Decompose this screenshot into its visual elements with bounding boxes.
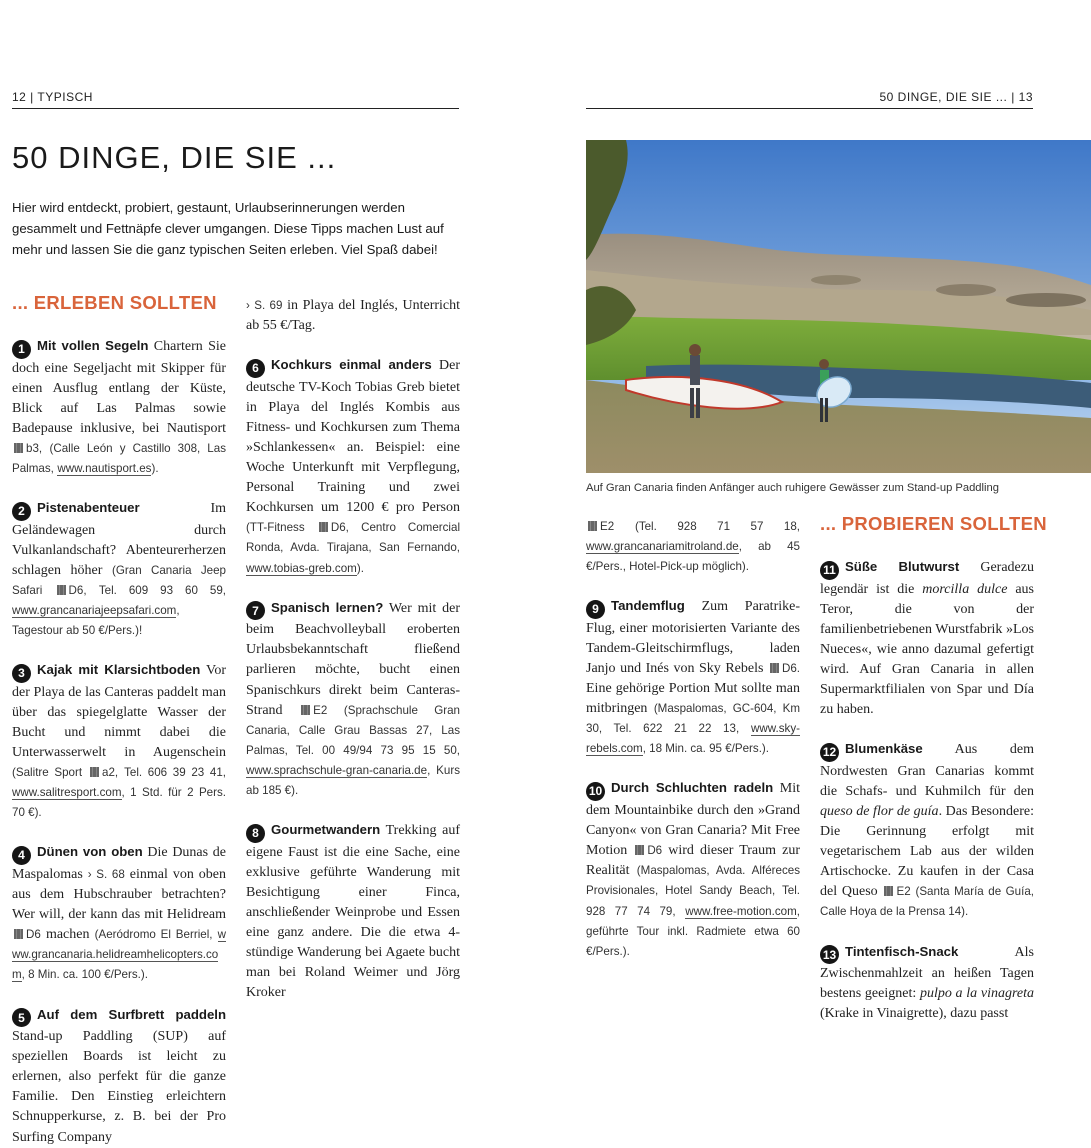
website-link[interactable]: www.grancanariajeepsafari.com: [12, 604, 177, 618]
number-badge: 5: [12, 1008, 31, 1027]
intro-text: Hier wird entdeckt, probiert, gestaunt, Urlaubserinnerungen werden gesammelt und Fettnäpfe clever umgangen. Diese Tipps machen Lust auf mehr und lassen Sie die ganz typischen Seiten erleben. Viel Spaß dabei!: [12, 200, 444, 257]
entry-text: Stand-up Paddling (SUP) auf speziellen Boards ist leicht zu erlernen, also perfekt für die ganze Familie. Den Einstieg erleichtern Schnupperkurse, z. B. bei der Pro Surfing Company: [12, 1029, 226, 1145]
page-reference: › S. 69: [246, 299, 283, 312]
number-badge: 13: [820, 945, 839, 964]
entry-title: Kochkurs einmal anders: [271, 357, 432, 373]
map-icon: [770, 663, 779, 673]
list-item: [12, 660, 226, 823]
entry-info: (TT-Fitness: [246, 521, 305, 535]
number-badge: 6: [246, 359, 265, 378]
entry-info: (Calle León y Castillo 308, Las Palmas,: [12, 441, 227, 476]
header-rule-left: [12, 108, 459, 109]
website-link[interactable]: www.sprachschule-gran-canaria.de: [246, 763, 428, 777]
list-item: [246, 820, 460, 1003]
entry-info: (Santa María de Guía, Calle Hoya de la Prensa 14).: [820, 885, 1035, 919]
entry-text: Zum Paratrike-Flug, einer motorisierten Variante des Tandem-Gleitschirmflugs, laden Janjo und Inés von Sky Rebels: [586, 599, 801, 677]
entry-info-end: , 8 Min. ca. 100 €/Pers.).: [21, 968, 148, 982]
entry-text: Der deutsche TV-Koch Tobias Greb bietet in Playa del Inglés Kombis aus Fitness- und Kochkursen zum Thema »Schlankessen« an. Beispiel: eine Woche Unterkunft mit Verpflegung, Personal Training und zwei Kochkursen um 1200 € pro Person: [246, 358, 460, 516]
map-ref: D6,: [330, 521, 349, 535]
list-item: [586, 517, 800, 577]
header-rule-right: [586, 108, 1033, 109]
entry-info-end: ).: [356, 561, 364, 575]
map-ref: D6,: [68, 583, 87, 597]
map-icon: [90, 767, 99, 777]
entry-info-end: , ab 45 €/Pers., Hotel-Pick-up möglich).: [586, 540, 800, 574]
entry-text: Geradezu legendär ist die: [820, 560, 1034, 597]
entry-info-end: , geführte Tour inkl. Radmiete etwa 60 €/Pers.).: [586, 904, 800, 958]
entry-italic: morcilla dulce: [922, 581, 1008, 597]
entry-text: machen: [45, 927, 90, 943]
entry-text: Chartern Sie doch eine Segeljacht mit Skipper für einen Ausflug entlang der Küste, Blick auf Las Palmas sowie Badepause inklusive, bei Nautisport: [12, 339, 227, 436]
entry-info: (Maspalomas, Avda. Alféreces Provisionales, Hotel Sandy Beach, Tel. 928 77 74 79,: [586, 864, 801, 918]
number-badge: 7: [246, 601, 265, 620]
map-icon: [301, 705, 310, 715]
number-badge: 9: [586, 600, 605, 619]
entry-info: (Tel. 928 71 57 18,: [634, 520, 801, 533]
entry-info: Tel. 609 93 60 59,: [98, 583, 227, 597]
map-ref: D6.: [781, 662, 800, 676]
list-item: [246, 355, 460, 578]
website-link[interactable]: www.grancanaria.helidreamhelicopters.com: [12, 928, 227, 982]
number-badge: 4: [12, 846, 31, 865]
entry-info-end: , Kurs ab 185 €).: [246, 763, 460, 797]
list-item: [12, 336, 226, 479]
number-badge: 3: [12, 664, 31, 683]
entry-info: (Gran Canaria Jeep Safari: [12, 563, 226, 597]
list-item: [12, 1005, 226, 1148]
map-ref: E2: [600, 520, 615, 533]
list-item: [820, 739, 1034, 922]
website-link[interactable]: www.grancanariamitroland.de: [586, 540, 739, 554]
entry-text: . Das Besondere: Die Gerinnung erfolgt mit vegetarischem Lab aus der wilden Artischocke. Zu kaufen in der Casa del Queso: [820, 803, 1034, 900]
number-badge: 1: [12, 340, 31, 359]
map-ref: E2: [313, 703, 328, 717]
list-item: [246, 598, 460, 801]
entry-info: (Sprachschule Gran Canaria, Calle Grau Bassas 27, Las Palmas, Tel. 00 49/94 73 95 15 50,: [246, 703, 460, 757]
section-heading-erleben: ... ERLEBEN SOLLTEN: [12, 292, 217, 313]
running-head-right: 50 DINGE, DIE SIE ... | 13: [879, 90, 1033, 104]
map-ref: b3,: [26, 441, 43, 455]
map-icon: [14, 443, 23, 453]
entry-info-end: ).: [151, 462, 159, 476]
map-ref: E2: [896, 885, 911, 899]
running-head-left: 12 | TYPISCH: [12, 90, 93, 104]
entry-italic: pulpo a la vinagreta: [919, 986, 1034, 1002]
website-link[interactable]: www.nautisport.es: [57, 462, 152, 476]
entry-text: Im Geländewagen durch Vulkanlandschaft? Abenteurerherzen schlagen höher: [12, 501, 226, 578]
text-column-1: [12, 336, 226, 1148]
entry-title: Blumenkäse: [845, 741, 923, 757]
text-column-4: [820, 557, 1034, 1024]
entry-info-end: , Tagestour ab 50 €/Pers.)!: [12, 604, 180, 638]
entry-title: Kajak mit Klarsichtboden: [37, 662, 201, 678]
map-icon: [57, 585, 66, 595]
entry-info: (Maspalomas, GC-604, Km 30, Tel. 622 21 22 13,: [586, 702, 800, 736]
entry-title: Mit vollen Segeln: [37, 338, 149, 353]
entry-info: Centro Comercial Ronda, Avda. Tirajana, San Fernando,: [246, 521, 461, 555]
map-icon: [14, 929, 23, 939]
photo-stand-up-paddling: [586, 140, 1091, 473]
list-item: [12, 842, 226, 985]
list-item: [586, 596, 800, 759]
entry-text: Die Dunas de Maspalomas: [12, 845, 227, 882]
entry-text: Aus dem Nordwesten Gran Canarias kommt die Schafs- und Kuhmilch für den: [820, 742, 1034, 799]
entry-text: in Playa del Inglés, Unterricht ab 55 €/Tag.: [246, 298, 461, 334]
entry-info: (Salitre Sport: [12, 766, 83, 780]
entry-info-end: , 1 Std. für 2 Pers. 70 €).: [12, 786, 226, 820]
entry-text: einmal von oben aus dem Hubschrauber betrachten? Wer will, der kann das mit Helidream: [12, 866, 227, 923]
list-item: [246, 296, 460, 336]
entry-title: Pistenabenteuer: [37, 500, 140, 516]
number-badge: 11: [820, 561, 839, 580]
number-badge: 10: [586, 782, 605, 801]
website-link[interactable]: www.tobias-greb.com: [246, 561, 357, 575]
map-ref: D6: [26, 928, 41, 942]
entry-title: Tintenfisch-Snack: [845, 943, 959, 959]
entry-info: (Aeródromo El Berriel,: [94, 928, 213, 942]
entry-text: Vor der Playa de las Canteras paddelt man über das spiegelglatte Wasser der Bucht und nimmt dabei die Unterwasserwelt in Augenschein: [12, 663, 226, 761]
entry-title: Durch Schluchten radeln: [611, 780, 774, 796]
entry-text: Mit dem Mountainbike durch den »Grand Canyon« von Gran Canaria? Mit Free Motion: [586, 781, 800, 859]
website-link[interactable]: www.salitresport.com: [12, 786, 122, 800]
entry-text: Als Zwischenmahlzeit an heißen Tagen bestens geeignet:: [820, 944, 1034, 1002]
entry-text: wird dieser Traum zur Realität: [586, 843, 800, 879]
website-link[interactable]: www.free-motion.com: [685, 904, 797, 918]
map-icon: [319, 522, 328, 532]
entry-text: (Krake in Vinaigrette), dazu passt: [820, 1006, 1009, 1022]
entry-info-end: , 18 Min. ca. 95 €/Pers.).: [642, 742, 770, 756]
entry-title: Süße Blutwurst: [845, 559, 960, 574]
list-item: [820, 557, 1034, 720]
text-column-2: [246, 296, 460, 1003]
entry-title: Spanisch lernen?: [271, 599, 384, 615]
entry-info: Tel. 606 39 23 41,: [124, 766, 227, 780]
map-icon: [588, 521, 597, 531]
map-icon: [635, 845, 644, 855]
list-item: [586, 778, 800, 961]
list-item: [12, 498, 226, 641]
website-link[interactable]: www.sky-rebels.com: [586, 722, 800, 756]
entry-title: Tandemflug: [611, 598, 685, 614]
entry-text: Wer mit der beim Beachvolleyball eroberten Urlaubsbekanntschaft fließend parlieren möchte, bucht einen Spanischkurs direkt beim Canteras-Strand: [246, 600, 460, 718]
number-badge: 8: [246, 824, 265, 843]
entry-title: Dünen von oben: [37, 844, 143, 860]
map-ref: a2,: [102, 766, 119, 780]
number-badge: 12: [820, 743, 839, 762]
page-reference: › S. 68: [87, 867, 125, 881]
entry-title: Auf dem Surfbrett paddeln: [37, 1006, 226, 1022]
number-badge: 2: [12, 502, 31, 521]
map-ref: D6: [647, 844, 663, 858]
list-item: [820, 942, 1034, 1025]
section-heading-probieren: ... PROBIEREN SOLLTEN: [820, 513, 1047, 534]
entry-title: Gourmetwandern: [271, 822, 381, 838]
entry-italic: queso de flor de guía: [820, 803, 939, 819]
map-icon: [884, 886, 893, 896]
entry-text: aus Teror, die von der familienbetriebenen Wurstfabrik »Los Nueces«, wie anno dazumal gefertigt wird. Auf Gran Canaria in allen Supermarktfilialen von Spar und Día zu haben.: [820, 581, 1035, 718]
entry-text: Eine gehörige Portion Mut sollte man mitbringen: [586, 681, 800, 717]
photo-caption: Auf Gran Canaria finden Anfänger auch ruhigere Gewässer zum Stand-up Paddling: [586, 482, 999, 494]
text-column-3: [586, 517, 800, 962]
page-title: 50 DINGE, DIE SIE ...: [12, 140, 337, 175]
entry-text: Trekking auf eigene Faust ist die eine Sache, eine exklusive geführte Wanderung mit Besichtigung einer Finca, anschließender Weinprobe und Essen eine ganz andere. Die die etwa 4-stündige Wanderung bei Agaete bucht man bei Roland Weimer und Jörg Kroker: [246, 823, 461, 1001]
